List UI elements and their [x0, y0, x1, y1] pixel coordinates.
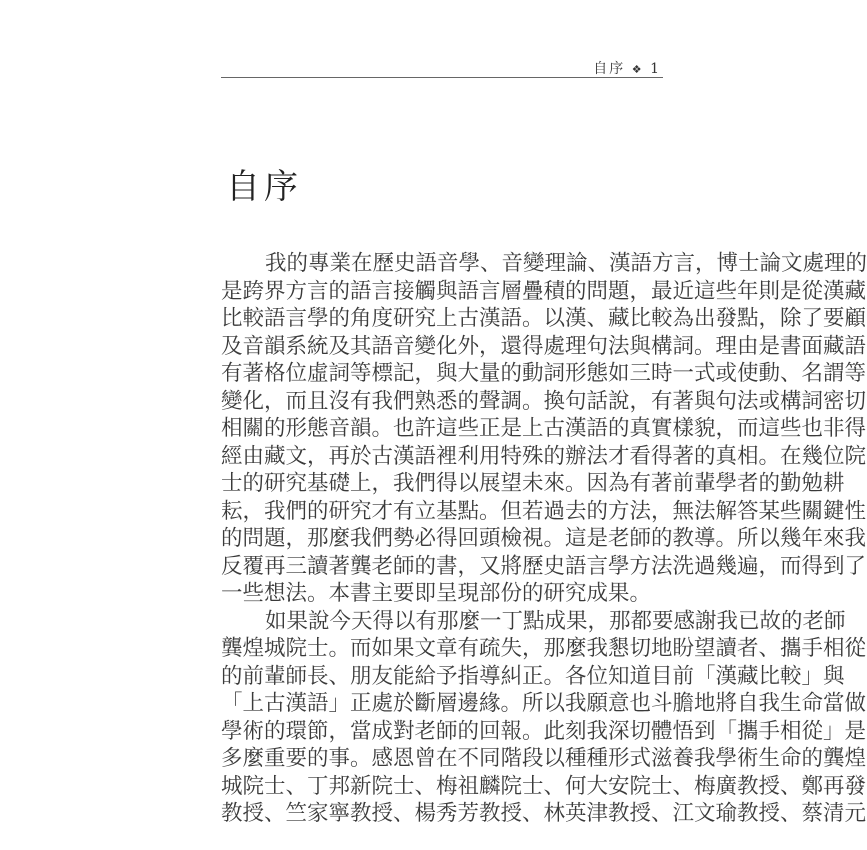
text-line: 教授、竺家寧教授、楊秀芳教授、林英津教授、江文瑜教授、蔡清元: [221, 801, 867, 826]
chapter-title: 自序: [226, 166, 302, 207]
body-text: [221, 250, 867, 828]
text-line: 耘，我們的研究才有立基點。但若過去的方法，無法解答某些關鍵性: [221, 498, 867, 524]
text-line: 士的研究基礎上，我們得以展望未來。因為有著前輩學者的勤勉耕: [221, 471, 845, 496]
text-line: 我的專業在歷史語音學、音變理論、漢語方言，博士論文處理的: [265, 251, 867, 276]
text-line: 及音韻系統及其語音變化外，還得處理句法與構詞。理由是書面藏語: [221, 333, 867, 359]
text-line: 城院士、丁邦新院士、梅祖麟院士、何大安院士、梅廣教授、鄭再發: [221, 773, 867, 799]
text-line: 的問題，那麼我們勢必得回頭檢視。這是老師的教導。所以幾年來我: [221, 526, 867, 551]
text-line: 變化，而且沒有我們熟悉的聲調。換句話說，有著與句法或構詞密切: [221, 388, 867, 414]
text-line: 反覆再三讀著龔老師的書，又將歷史語言學方法洗過幾遍，而得到了: [221, 553, 867, 579]
ornament-icon: ❖: [631, 63, 644, 76]
text-line: 經由藏文，再於古漢語裡利用特殊的辦法才看得著的真相。在幾位院: [221, 443, 867, 469]
text-line: 相關的形態音韻。也許這些正是上古漢語的真實樣貌，而這些也非得: [221, 416, 867, 441]
text-line: 比較語言學的角度研究上古漢語。以漢、藏比較為出發點，除了要顧: [221, 306, 867, 331]
text-line: 龔煌城院士。而如果文章有疏失，那麼我懇切地盼望讀者、攜手相從: [221, 636, 867, 661]
running-head-text: [593, 58, 661, 78]
text-line: 有著格位虛詞等標記，與大量的動詞形態如三時一式或使動、名謂等: [221, 361, 867, 386]
text-line: 是跨界方言的語言接觸與語言層疊積的問題，最近這些年則是從漢藏: [221, 278, 867, 304]
text-line: 的前輩師長、朋友能給予指導糾正。各位知道目前「漢藏比較」與: [221, 663, 845, 689]
text-line: 學術的環節，當成對老師的回報。此刻我深切體悟到「攜手相從」是: [221, 718, 867, 744]
text-line: 一些想法。本書主要即呈現部份的研究成果。: [221, 581, 652, 606]
running-head-section: 自序: [593, 61, 626, 77]
page-number: 1: [650, 61, 661, 77]
text-line: 如果說今天得以有那麼一丁點成果，那都要感謝我已故的老師: [265, 608, 846, 634]
text-line: 「上古漢語」正處於斷層邊緣。所以我願意也斗膽地將自我生命當做: [221, 691, 867, 716]
text-line: 多麼重要的事。感恩曾在不同階段以種種形式滋養我學術生命的龔煌: [221, 746, 867, 771]
running-head: [221, 58, 663, 78]
